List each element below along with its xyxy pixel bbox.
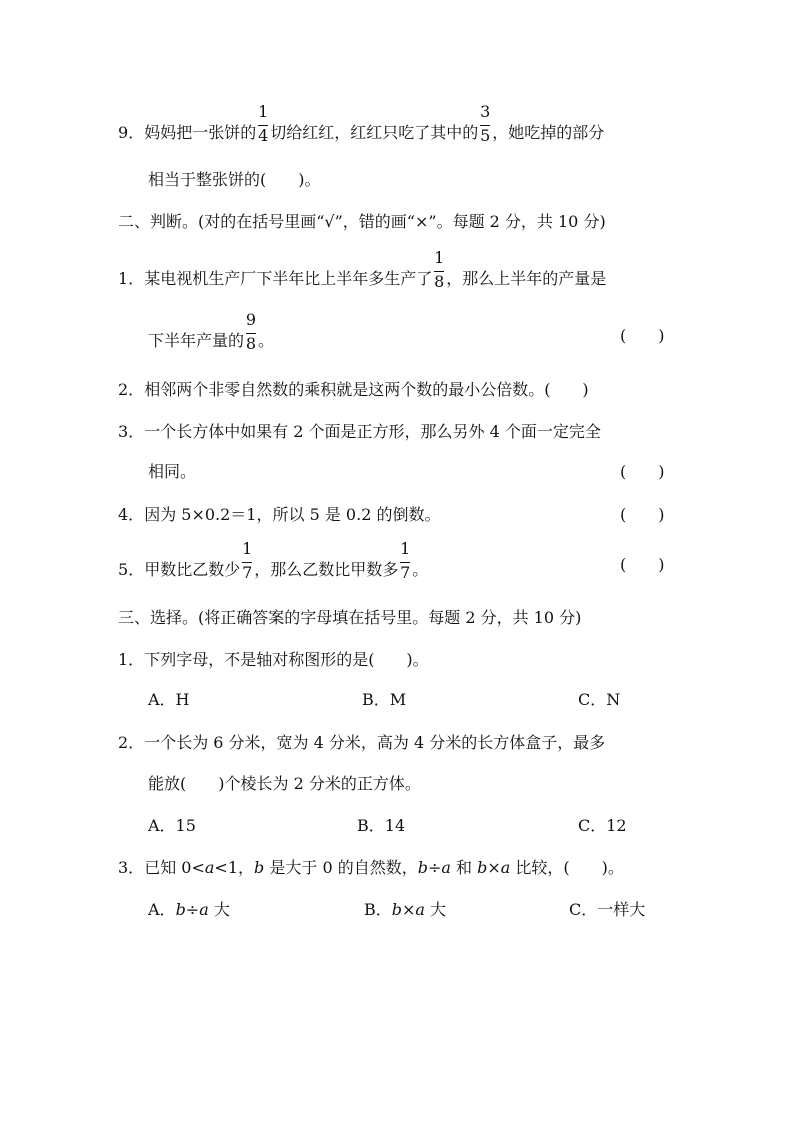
question-9-line-2: 相当于整张饼的( )。	[148, 170, 321, 189]
fraction-nine-eighths: $\frac{9}{8}$	[245, 310, 257, 353]
s2-question-4: 4．因为 5×0.2＝1，所以 5 是 0.2 的倒数。	[118, 505, 441, 524]
option-b[interactable]: B．M	[362, 690, 407, 709]
s3-question-1: 1．下列字母，不是轴对称图形的是( )。	[118, 650, 429, 669]
s3-question-2-line-2: 能放( )个棱长为 2 分米的正方体。	[148, 774, 421, 793]
option-a[interactable]: A．b÷a 大	[148, 900, 230, 919]
s3-question-2-line-1: 2．一个长为 6 分米，宽为 4 分米，高为 4 分米的长方体盒子，最多	[118, 733, 606, 752]
option-c[interactable]: C．一样大	[569, 900, 646, 919]
s2-question-3-line-1: 3．一个长方体中如果有 2 个面是正方形，那么另外 4 个面一定完全	[118, 422, 601, 441]
fraction-three-fifths: $\frac{3}{5}$	[480, 102, 491, 145]
answer-paren[interactable]: ( )	[620, 505, 665, 524]
fraction-one-quarter: $\frac{1}{4}$	[258, 102, 269, 145]
question-number: 9．	[118, 123, 145, 142]
section-3-title: 三、选择。(将正确答案的字母填在括号里。每题 2 分，共 10 分)	[118, 608, 582, 627]
s2-question-1-line-1: 1．某电视机生产厂下半年比上半年多生产了 $\frac{1}{8}$ ，那么上半年的产量是	[118, 248, 607, 291]
fraction-one-seventh: $\frac{1}{7}$	[242, 539, 253, 582]
answer-paren[interactable]: ( )	[620, 555, 665, 574]
option-c[interactable]: C．12	[578, 816, 627, 835]
s2-question-3-line-2: 相同。	[148, 462, 197, 481]
s3-question-3: 3．已知 0<a<1，b 是大于 0 的自然数，b÷a 和 b×a 比较，( )。	[118, 858, 624, 877]
option-a[interactable]: A．H	[148, 690, 190, 709]
answer-paren[interactable]: ( )	[620, 326, 665, 345]
fraction-one-eighth: $\frac{1}{8}$	[434, 248, 445, 291]
question-9-line-1: 9．妈妈把一张饼的 $\frac{1}{4}$ 切给红红，红红只吃了其中的 $\frac{3}{5}$ ，她吃掉的部分	[118, 102, 605, 145]
answer-paren[interactable]: ( )	[620, 462, 665, 481]
section-2-title: 二、判断。(对的在括号里画“√”，错的画“×”。每题 2 分，共 10 分)	[118, 212, 606, 231]
option-a[interactable]: A．15	[148, 816, 196, 835]
s2-question-1-line-2: 下半年产量的 $\frac{9}{8}$ 。	[148, 310, 275, 353]
option-c[interactable]: C．N	[578, 690, 621, 709]
fraction-one-seventh: $\frac{1}{7}$	[400, 539, 411, 582]
option-b[interactable]: B．14	[357, 816, 406, 835]
s2-question-2: 2．相邻两个非零自然数的乘积就是这两个数的最小公倍数。( )	[118, 380, 589, 399]
option-b[interactable]: B．b×a 大	[364, 900, 447, 919]
s2-question-5: 5．甲数比乙数少 $\frac{1}{7}$ ，那么乙数比甲数多 $\frac{1}{7}$ 。	[118, 539, 429, 582]
